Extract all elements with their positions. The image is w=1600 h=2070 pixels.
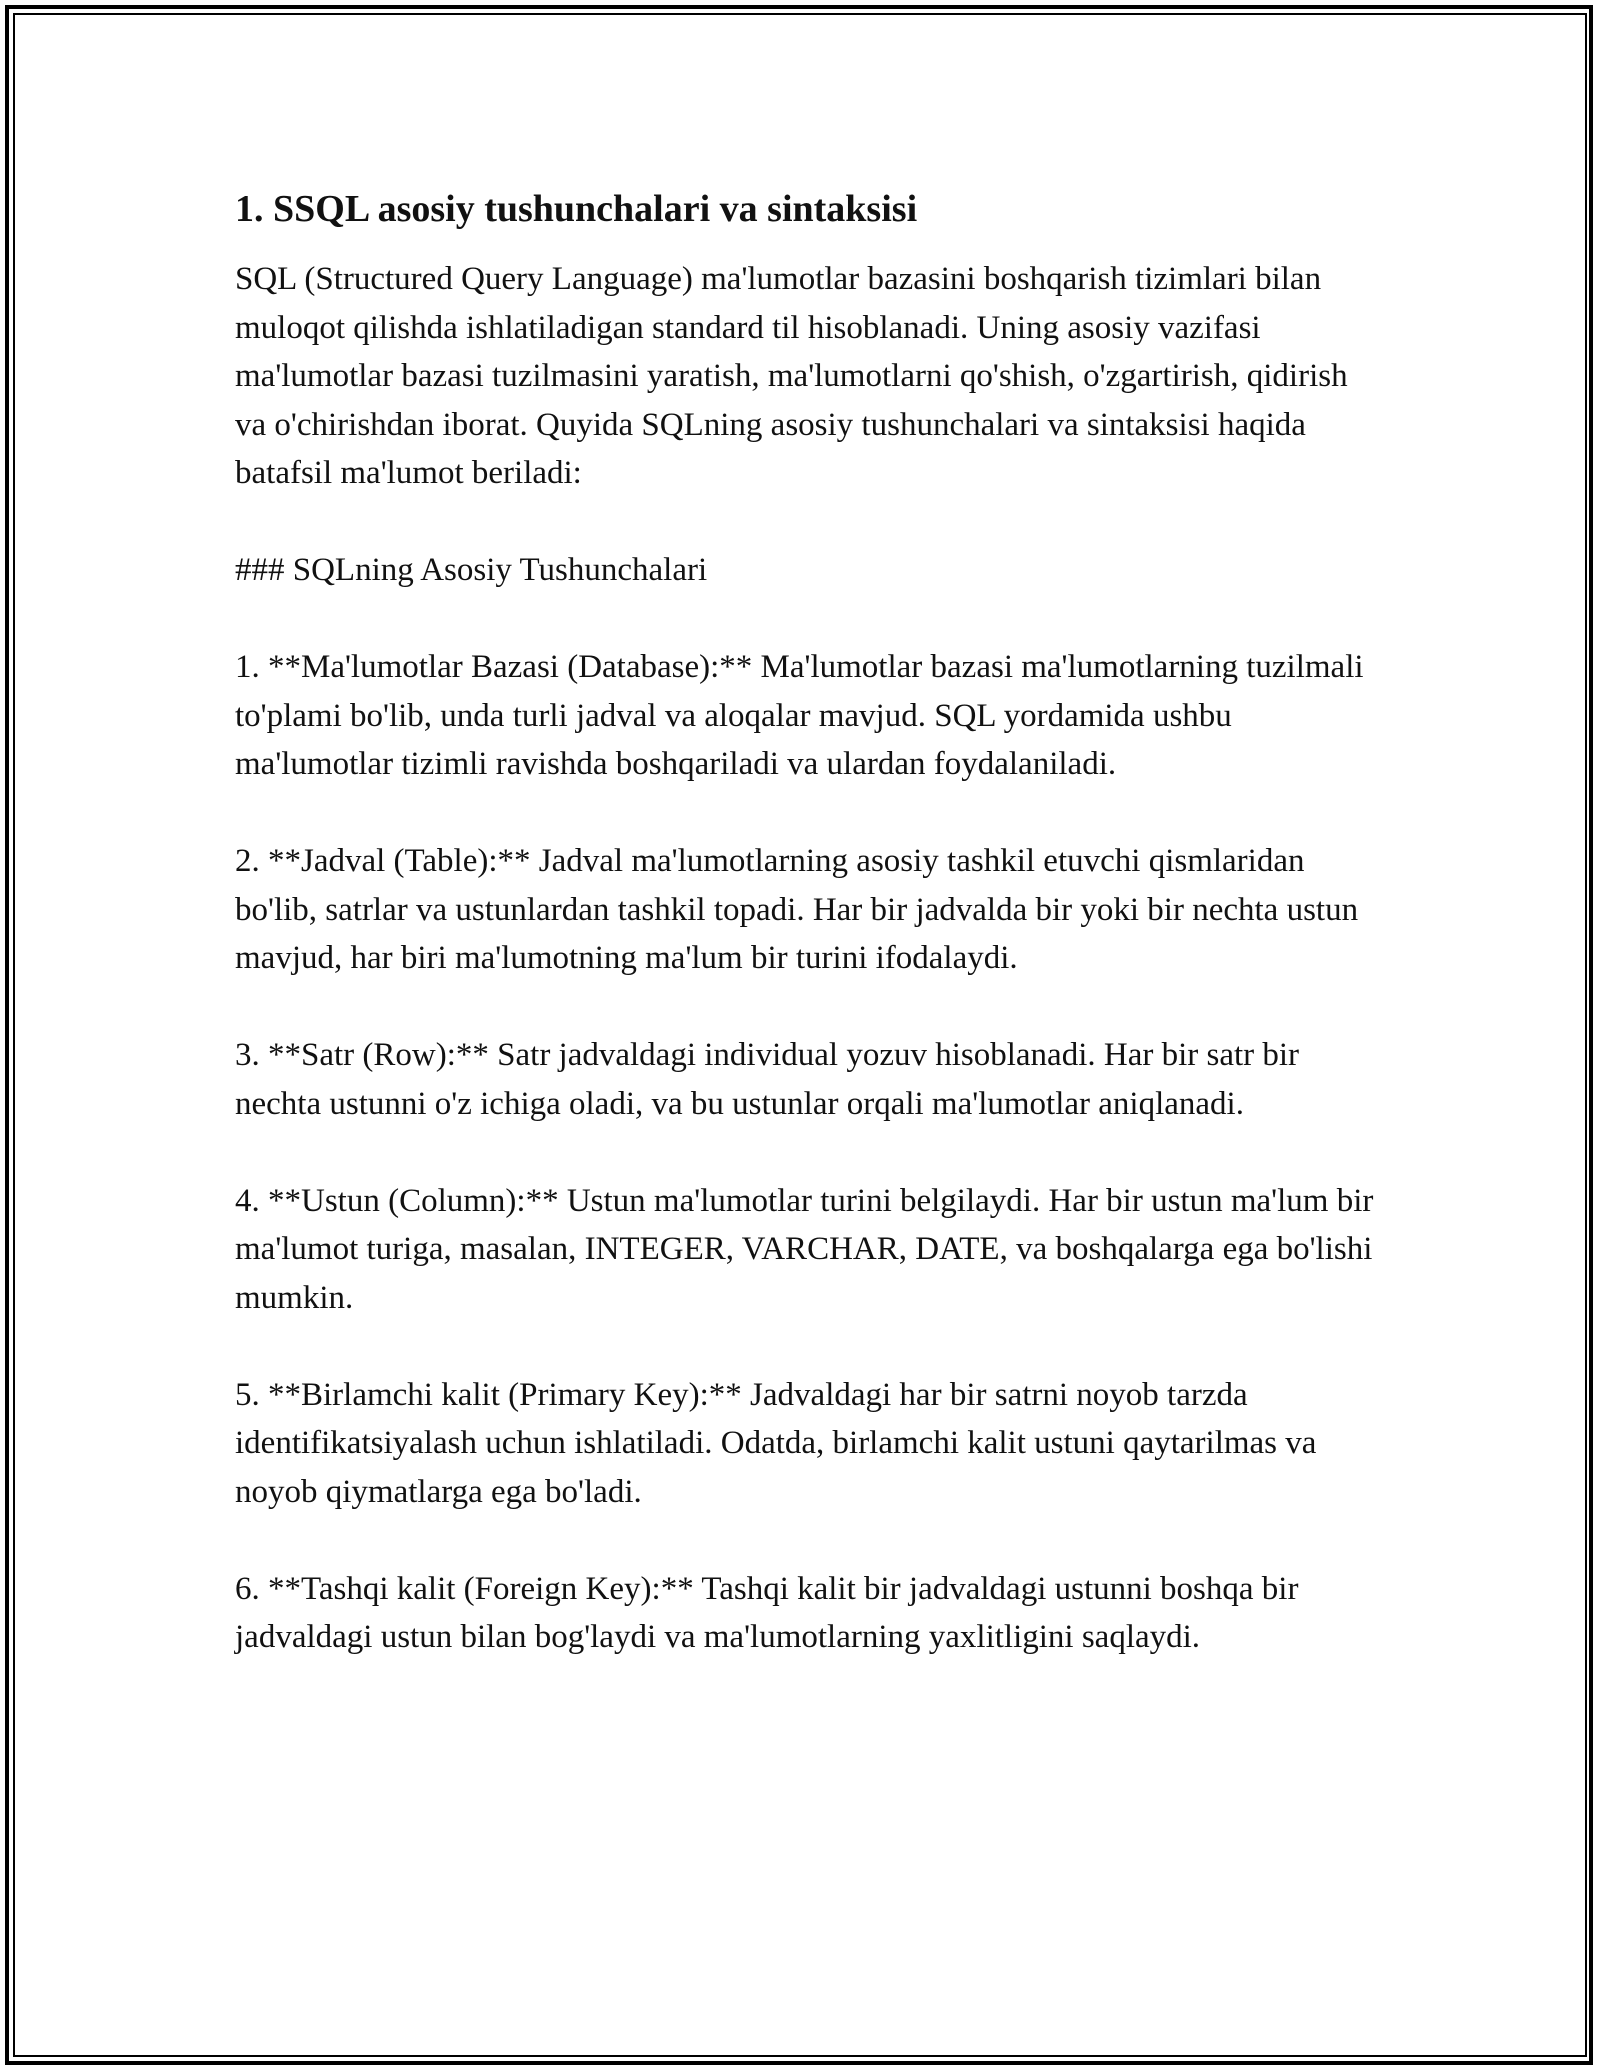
document-body bbox=[235, 185, 1385, 1710]
list-item-primary-key: 5. **Birlamchi kalit (Primary Key):** Jadvaldagi har bir satrni noyob tarzda identifikatsiyalash uchun ishlatiladi. Odatda, birlamchi kalit ustuni qaytarilmas va noyob qiymatlarga ega bo'ladi. bbox=[235, 1376, 1317, 1510]
section-subheading: ### SQLning Asosiy Tushunchalari bbox=[235, 552, 708, 588]
document-heading: 1. SSQL asosiy tushunchalari va sintaksisi bbox=[235, 188, 918, 230]
list-item-database: 1. **Ma'lumotlar Bazasi (Database):** Ma'lumotlar bazasi ma'lumotlarning tuzilmali to'plami bo'lib, unda turli jadval va aloqalar mavjud. SQL yordamida ushbu ma'lumotlar tizimli ravishda boshqariladi va ulardan foydalaniladi. bbox=[235, 649, 1364, 782]
list-item-foreign-key: 6. **Tashqi kalit (Foreign Key):** Tashqi kalit bir jadvaldagi ustunni boshqa bir jadvaldagi ustun bilan bog'laydi va ma'lumotlarning yaxlitligini saqlaydi. bbox=[235, 1570, 1299, 1655]
list-item-row: 3. **Satr (Row):** Satr jadvaldagi individual yozuv hisoblanadi. Har bir satr bir nechta ustunni o'z ichiga oladi, va bu ustunlar orqali ma'lumotlar aniqlanadi. bbox=[235, 1037, 1300, 1122]
list-item-column: 4. **Ustun (Column):** Ustun ma'lumotlar turini belgilaydi. Har bir ustun ma'lum bir ma'lumot turiga, masalan, INTEGER, VARCHAR, DATE, va boshqalarga ega bo'lishi mumkin. bbox=[235, 1182, 1374, 1316]
list-item-table: 2. **Jadval (Table):** Jadval ma'lumotlarning asosiy tashkil etuvchi qismlaridan bo'lib, satrlar va ustunlardan tashkil topadi. Har bir jadvalda bir yoki bir nechta ustun mavjud, har biri ma'lumotning ma'lum bir turini ifodalaydi. bbox=[235, 843, 1359, 976]
intro-paragraph: SQL (Structured Query Language) ma'lumotlar bazasini boshqarish tizimlari bilan muloqot qilishda ishlatiladigan standard til hisoblanadi. Uning asosiy vazifasi ma'lumotlar bazasi tuzilmasini yaratish, ma'lumotlarni qo'shish, o'zgartirish, qidirish va o'chirishdan iborat. Quyida SQLning asosiy tushunchalari va sintaksisi haqida batafsil ma'lumot beriladi: bbox=[235, 261, 1348, 491]
